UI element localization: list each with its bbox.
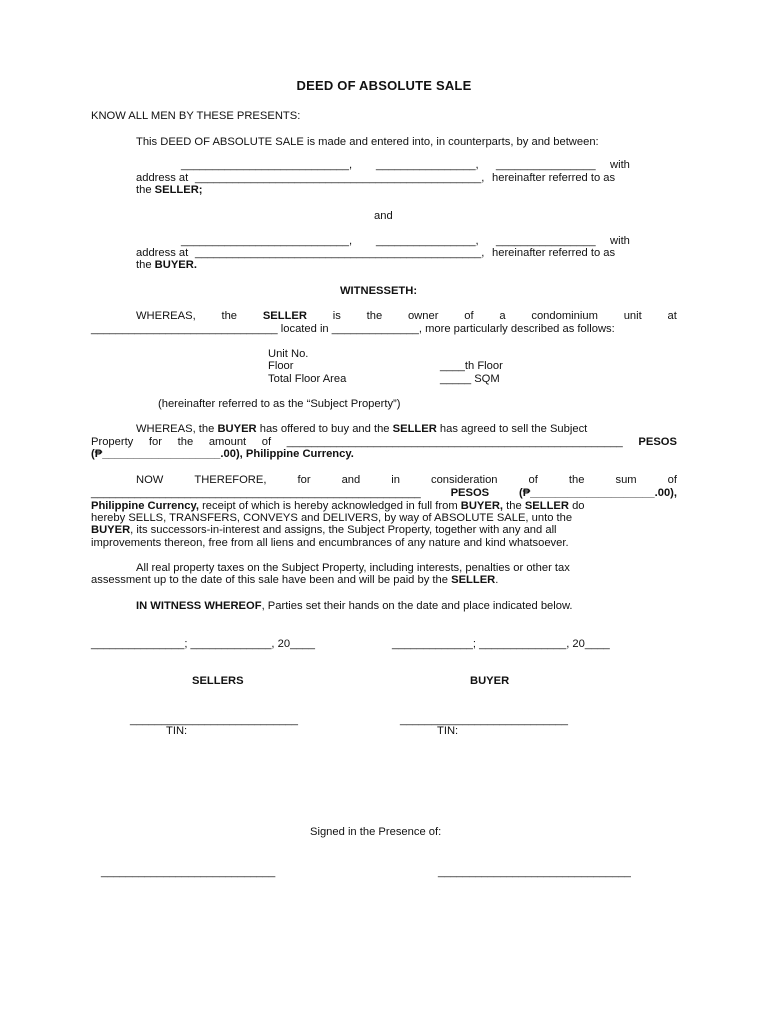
nt-bold: BUYER, (460, 500, 504, 512)
unit-no-label: Unit No. (268, 348, 309, 360)
sum-blank: _____________________________________________________ (91, 487, 421, 499)
buyer-reference-pre: the (136, 259, 155, 271)
nt-bold: Philippine Currency, (91, 500, 199, 512)
taxes-line-2 (91, 574, 498, 587)
seller-tin: TIN: (166, 725, 188, 737)
nt-word: of (528, 474, 538, 486)
sum-amount: (₱____________________.00), (518, 487, 677, 499)
witness-signature-line-2: _______________________________ (438, 866, 631, 878)
nt-text: the (503, 500, 525, 512)
buyer-with: with (610, 235, 630, 247)
w1-word: is (332, 310, 341, 322)
nt-word: of (667, 474, 677, 486)
whereas-seller-line (136, 310, 677, 323)
seller-address-blank: ______________________________________________, (195, 172, 485, 184)
seller-name-blank: ___________________________, (181, 159, 353, 171)
seller-reference-term: SELLER; (154, 184, 203, 196)
w1-word: at (667, 310, 677, 322)
w2-word: the (177, 436, 194, 448)
buyer-tin: TIN: (437, 725, 459, 737)
whereas-buyer-line-2 (91, 436, 677, 449)
w2-text: has offered to buy and the (256, 423, 393, 435)
w1-word: condominium (531, 310, 598, 322)
w2-word: for (148, 436, 162, 448)
seller-blank-3: ________________ (496, 159, 596, 171)
w2-text: has agreed to sell the Subject (436, 423, 588, 435)
w2-text: WHEREAS, the (136, 423, 218, 435)
w1-word: owner (407, 310, 439, 322)
buyer-heading: BUYER (470, 675, 510, 687)
signed-in-presence: Signed in the Presence of: (310, 826, 442, 838)
buyer-reference-term: BUYER. (154, 259, 197, 271)
tax-seller: SELLER (451, 574, 496, 586)
seller-date-place: _______________; _____________, 20____ (91, 638, 315, 650)
nt-text: do (568, 500, 585, 512)
whereas-location-line: ______________________________ located in ______________, more particularly described as follows: (91, 323, 615, 335)
amount-blank: ______________________________________________________ (286, 436, 623, 448)
now-therefore-line-2 (91, 487, 677, 500)
w1-word: SELLER (262, 310, 307, 322)
w1-word: a (499, 310, 506, 322)
tax-text: . (495, 574, 499, 586)
w1-word: WHEREAS, (136, 310, 196, 322)
buyer-reference (136, 259, 197, 272)
buyer-blank-3: ________________ (496, 235, 596, 247)
tax-text: assessment up to the date of this sale have been and will be paid by the (91, 574, 452, 586)
buyer-address-prefix: address at (136, 247, 189, 259)
buyer-date-place: _____________; ______________, 20____ (392, 638, 610, 650)
pesos-label: PESOS (638, 436, 677, 448)
floor-label: Floor (268, 360, 294, 372)
nt-word: sum (615, 474, 637, 486)
seller-reference (136, 184, 203, 197)
nt-text: receipt of which is hereby acknowledged in full from (198, 500, 461, 512)
w1-word: unit (623, 310, 642, 322)
total-floor-area-label: Total Floor Area (268, 373, 347, 385)
buyer-name-blank: ___________________________, (181, 235, 353, 247)
now-therefore-line-6: improvements thereon, free from all liens and encumbrances of any nature and kind whatsoever. (91, 537, 569, 549)
nt-text: , its successors-in-interest and assigns, the Subject Property, together with any and all (130, 524, 557, 536)
and-connector: and (374, 210, 393, 222)
buyer-signature-line: ___________________________ (400, 714, 568, 726)
nt-word: the (568, 474, 585, 486)
sellers-heading: SELLERS (192, 675, 244, 687)
buyer-address-blank: ______________________________________________, (195, 247, 485, 259)
w1-word: the (366, 310, 383, 322)
nt-bold: SELLER (524, 500, 569, 512)
witness-signature-line-1: ____________________________ (101, 866, 276, 878)
document-title: DEED OF ABSOLUTE SALE (296, 78, 472, 93)
seller-blank-2: ________________, (376, 159, 479, 171)
whereas-buyer-line-1 (136, 423, 587, 436)
in-witness-whereof-text: , Parties set their hands on the date and place indicated below. (261, 600, 573, 612)
now-therefore-line-5 (91, 524, 557, 537)
floor-value: ____th Floor (440, 360, 503, 372)
taxes-line-1: All real property taxes on the Subject Property, including interests, penalties or other tax (136, 562, 570, 574)
seller-with: with (610, 159, 630, 171)
w1-word: the (221, 310, 238, 322)
nt-word: for (297, 474, 311, 486)
seller-signature-line: ___________________________ (130, 714, 298, 726)
buyer-hereinafter: hereinafter referred to as (492, 247, 616, 259)
nt-word: NOW (136, 474, 164, 486)
in-witness-whereof (136, 600, 573, 613)
now-therefore-line-1 (136, 474, 677, 487)
w2-word: Property (91, 436, 134, 448)
w2-word: of (261, 436, 272, 448)
w2-seller: SELLER (392, 423, 437, 435)
w1-word: of (464, 310, 474, 322)
know-all-men-heading: KNOW ALL MEN BY THESE PRESENTS: (91, 110, 301, 122)
total-floor-area-value: _____ SQM (440, 373, 500, 385)
nt-word: consideration (430, 474, 498, 486)
seller-reference-pre: the (136, 184, 155, 196)
nt-bold: BUYER (91, 524, 131, 536)
witnesseth-heading: WITNESSETH: (340, 285, 418, 297)
subject-property-reference: (hereinafter referred to as the “Subject Property”) (158, 398, 401, 410)
seller-hereinafter: hereinafter referred to as (492, 172, 616, 184)
now-therefore-line-3 (91, 500, 585, 513)
in-witness-whereof-bold: IN WITNESS WHEREOF (136, 600, 262, 612)
w2-buyer: BUYER (217, 423, 257, 435)
nt-word: and (341, 474, 361, 486)
seller-address-prefix: address at (136, 172, 189, 184)
w2-word: amount (208, 436, 247, 448)
whereas-buyer-amount: (₱___________________.00), Philippine Currency. (91, 448, 354, 460)
nt-word: in (391, 474, 400, 486)
now-therefore-line-4: hereby SELLS, TRANSFERS, CONVEYS and DELIVERS, by way of ABSOLUTE SALE, unto the (91, 512, 573, 524)
intro-paragraph: This DEED OF ABSOLUTE SALE is made and entered into, in counterparts, by and between: (136, 136, 599, 148)
nt-word: THEREFORE, (194, 474, 267, 486)
pesos-label: PESOS (450, 487, 490, 499)
buyer-blank-2: ________________, (376, 235, 479, 247)
